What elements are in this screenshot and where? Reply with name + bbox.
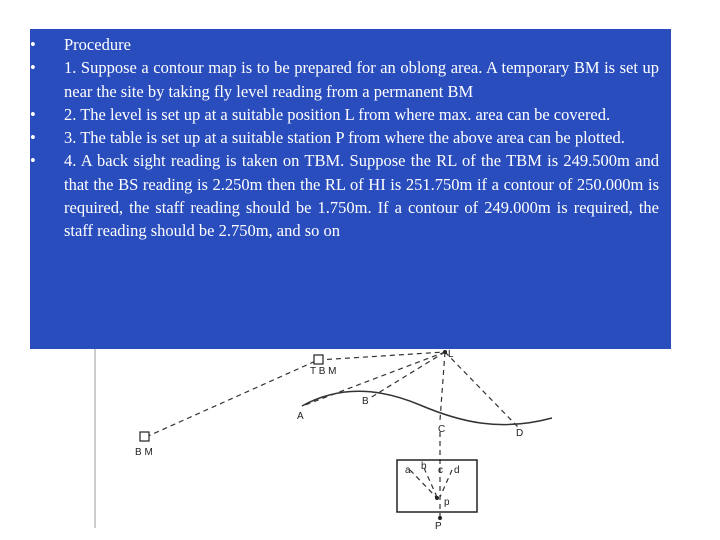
bm-marker bbox=[140, 432, 149, 441]
label-p-upper: P bbox=[435, 521, 442, 532]
label-d-lower: d bbox=[454, 465, 460, 476]
point-p-lower bbox=[435, 496, 439, 500]
bullet-text: 2. The level is set up at a suitable position L from where max. area can be covered. bbox=[64, 104, 611, 124]
l-to-b-line bbox=[370, 352, 445, 398]
label-p-lower: p bbox=[444, 497, 450, 508]
bullet-dot: • bbox=[30, 35, 36, 54]
bullet-text: 4. A back sight reading is taken on TBM. Suppose the RL of the TBM is 249.500m and that the BS reading is 2.250m then the RL of HI is 251.750m if a contour of 250.000m is required, the staff reading should be 1.750m. If a contour of 249.000m is required, the staff reading should be 2.750m, and so on bbox=[64, 151, 659, 241]
bullet-dot: • bbox=[30, 58, 36, 78]
bullet-dot: • bbox=[30, 104, 36, 124]
point-p-upper bbox=[438, 516, 442, 520]
bullet-text: 3. The table is set up at a suitable station P from where the above area can be plotted. bbox=[64, 128, 625, 148]
bullet-item bbox=[30, 33, 659, 56]
l-to-c-line bbox=[440, 352, 445, 420]
point-l bbox=[443, 350, 447, 354]
a-to-p-line bbox=[410, 470, 437, 498]
label-l: L bbox=[448, 349, 454, 360]
procedure-text-box bbox=[30, 29, 671, 349]
l-to-a-line bbox=[305, 352, 445, 405]
label-c-lower: c bbox=[438, 465, 443, 476]
l-to-d-line bbox=[445, 352, 518, 427]
bullet-dot: • bbox=[30, 128, 36, 148]
label-c-upper: C bbox=[438, 424, 446, 435]
bullet-text: Procedure bbox=[64, 35, 131, 54]
label-b-upper: B bbox=[362, 396, 369, 407]
label-a-lower: a bbox=[405, 465, 411, 476]
contour-survey-diagram bbox=[90, 330, 570, 535]
label-d-upper: D bbox=[516, 428, 524, 439]
label-b-lower: b bbox=[421, 461, 427, 472]
contour-curve bbox=[302, 391, 552, 424]
tbm-marker bbox=[314, 355, 323, 364]
bullet-item bbox=[30, 56, 659, 103]
bullet-item bbox=[30, 126, 659, 149]
bullet-text: 1. Suppose a contour map is to be prepared for an oblong area. A temporary BM is set up near the site by taking fly level reading from a permanent BM bbox=[64, 58, 659, 101]
bullet-dot: • bbox=[30, 151, 36, 171]
b-to-p-line bbox=[424, 468, 437, 497]
label-a-upper: A bbox=[297, 411, 304, 422]
bullet-item bbox=[30, 103, 659, 126]
label-bm: B M bbox=[135, 447, 153, 458]
label-tbm: T B M bbox=[310, 366, 337, 377]
bm-to-tbm-line bbox=[146, 360, 318, 437]
bullet-item bbox=[30, 149, 659, 242]
